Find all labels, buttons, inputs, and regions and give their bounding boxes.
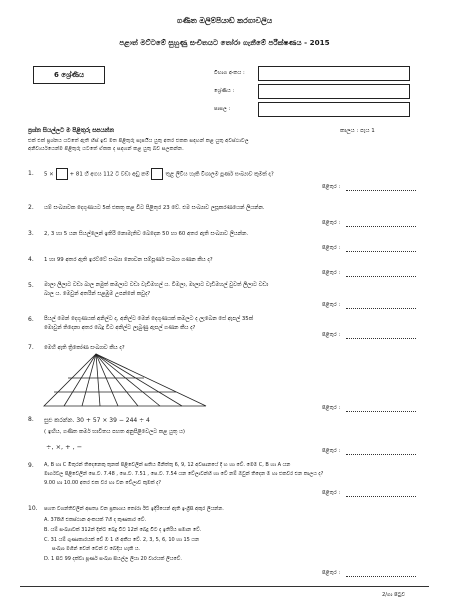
grade-box — [33, 66, 105, 84]
q1-post: තුළ ලිවිය හැකි විශාලම පූර්ණ සංඛ්‍යාව කුමක් ද? — [165, 171, 274, 178]
q2-text: යම් සංඛ්‍යාවක දෙගුණයට 5ක් එකතු කළ විට පිළිතුර 23 වේ. එම සංඛ්‍යාව ලඝූකරණයෙන් ලියන්න. — [44, 205, 265, 211]
q1-pre: 5 × — [44, 171, 54, 178]
exam-title: පළාත් මට්ටමේ සුහුණු සංචිතයට තෝරා ගැනීමේ පරීක්ෂණය - 2015 — [119, 38, 330, 47]
q3-number: 3. — [28, 230, 34, 237]
q10-number: 10. — [28, 505, 38, 512]
footer-rule — [20, 586, 429, 587]
grade-field[interactable] — [258, 84, 410, 99]
q10-answer-label: පිළිතුර : — [322, 570, 341, 576]
q4-answer-label: පිළිතුර : — [322, 270, 341, 276]
instructions-heading: ප්‍රශ්න සියල්ලට ම පිළිතුරු සපයන්න — [28, 128, 114, 134]
q3-answer-label: පිළිතුර : — [322, 245, 341, 251]
q6-text-2: මොවුන් තිදෙනා අතර බෙදූ විට අනිල්ට ලැබුණු ඇපල් ගණන කීය ද? — [44, 325, 196, 331]
q5-text-2: බාල ය. මෙවුන් අතරින් සළඹුම උපන්නේ කවුද? — [44, 291, 151, 297]
q1-number: 1. — [28, 170, 34, 177]
office-title: ගණිත ඔලිම්පියාඩ් කරගාවලිය — [176, 16, 273, 25]
q10-intro: පහත වගන්තිවලින් අසත්‍ය වන ප්‍රකාශය තෝරා ඊට ඉදිරියෙන් ඇති ඉංග්‍රීසි අකුර ලියන්න. — [44, 506, 224, 512]
school-field[interactable] — [258, 102, 410, 117]
q6-number: 6. — [28, 316, 34, 323]
q9-text-1: A, B හා C මිතුරන් තිදෙනෙකු තුනක් පිළිවෙලින් සතිය මිනිත්තු 6, 9, 12 අවසානයේ දී හ හා වේ. මෙම C, B හා A යන — [44, 462, 291, 468]
q1-box-a[interactable] — [56, 168, 68, 180]
q1-text — [44, 168, 274, 180]
q4-text: 1 හා 99 අතර ඇති ඉරට්ටේ සංඛ්‍යා නොවන සම්පූර්ණ සංඛ්‍යා ගණන කීය ද? — [44, 257, 213, 263]
q10-option-c: C. 31 යම් ගුණාකාරයක් වේ ඔ 1 හි අකීය වේ. 2, 3, 5, 6, 10 හා 15 යන — [44, 537, 200, 543]
instructions-line-2: අනිවාර්යයෙන්ම පිළිතුරු යටතේ ඒකක ද සඳහන් කළ යුතු බව සලකන්න. — [28, 146, 184, 152]
q2-answer-label: පිළිතුර : — [322, 220, 341, 226]
q10-option-c-cont: සංඛ්‍යා මගින් වෙන් වෙන් ව බෙදිය හැකි ය. — [52, 546, 141, 552]
q9-answer-line[interactable] — [346, 496, 416, 497]
q5-answer-label: පිළිතුර : — [322, 302, 341, 308]
q7-number: 7. — [28, 344, 34, 351]
q6-text-1: පියල් මෙන් දෙගුණයක් අනිල්ට ද, අනිල්ට මෙන් දෙගුණයක් කමලට ද ලැබෙන සේ ඇපල් 35ක් — [44, 316, 254, 322]
q7-text: මෙහි ඇති ත්‍රිකෝණ සංඛ්‍යාව කීය ද? — [44, 345, 125, 351]
q8-number: 8. — [28, 416, 34, 423]
q10-answer-line[interactable] — [346, 576, 416, 577]
q8-answer-line[interactable] — [346, 454, 416, 455]
q4-number: 4. — [28, 256, 34, 263]
q1-box-b[interactable] — [151, 168, 163, 180]
q2-number: 2. — [28, 204, 34, 211]
school-label: පාසල : — [214, 106, 231, 112]
q2-answer-line[interactable] — [346, 226, 416, 227]
q7-triangle-figure — [40, 352, 210, 410]
q7-answer-label: පිළිතුර : — [322, 405, 341, 411]
q1-answer-line[interactable] — [346, 190, 416, 191]
q9-number: 9. — [28, 462, 34, 469]
q5-text-1: මාලා ලීලාට වඩා බාල නමුත් කමලාට වඩා වැඩිමහල් ය. විමලා, මාලාට වැඩිමහල් වුවත් ලීලාට වඩා — [44, 282, 269, 288]
q10-option-b: B. යම් සංඛ්‍යාවක් 312න් දින්ට බෙදූ විට 12න් බෙදූ විට ද ඉතිරිය සමාන වේ. — [44, 527, 202, 533]
q1-mid: + 81 හි අගය 112 ට වඩා අඩු නම් — [69, 171, 150, 178]
q8-note: ( ඉඟිය, ගණිත කර්ම භාවිතය පහත අනුපිළිවෙලට කළ යුතු ය) — [44, 429, 185, 435]
q3-text: 2, 3 හා 5 යන සියල්ලෙන් ඉතිරි නොමැතිව බෙදෙන 50 හා 60 අතර ඇති සංඛ්‍යාව ලියන්න. — [44, 231, 249, 237]
q8-answer-label: පිළිතුර : — [322, 448, 341, 454]
index-field[interactable] — [258, 66, 410, 81]
grade-label: 6 ශ්‍රේණිය — [54, 71, 84, 79]
q6-answer-line[interactable] — [346, 338, 416, 339]
q4-answer-line[interactable] — [346, 276, 416, 277]
index-label: විභාග අංකය : — [214, 70, 245, 76]
q9-text-2: මාර්ගවල පිළිවෙලින් පෙ.ව. 7.48 , පෙ.ව. 7.51 , පෙ.ව. 7.54 යන වේලාවන්හි හා වේ නම් ඔවුන් තිදෙන ම හා එකවර එන කාලය ද? — [44, 471, 324, 477]
q8-operators: ÷, ×, + , − — [46, 443, 83, 451]
q5-number: 5. — [28, 282, 34, 289]
grade-field-label: ශ්‍රේණිය : — [214, 88, 235, 94]
instructions-line-1: එක් එක් ප්‍රශ්නය යටතේ ඇති හිස් ඉඩ මත පිළිතුරු සැපයිය යුතු අතර එකක සඳහන් කළ යුතු අවස්ථාවල — [28, 138, 249, 144]
q3-answer-line[interactable] — [346, 251, 416, 252]
page-footer: 2/ගා පිටුව — [382, 592, 406, 598]
q8-text: සුළු කරන්න. 30 + 57 × 39 − 244 ÷ 4 — [44, 417, 150, 424]
q7-answer-line[interactable] — [346, 411, 416, 412]
q10-option-d: D. 1 සිට 99 දක්වා පූර්ණ සංඛ්‍යා සියල්ල ලියා 20 වාරයක් ලියවේ. — [44, 556, 182, 562]
q9-text-3: 9.00 හා 10.00 අතර එක වර හා වන වේලාව කුමක් ද? — [44, 480, 162, 486]
q9-answer-label: පිළිතුර : — [322, 490, 341, 496]
q6-answer-label: පිළිතුර : — [322, 332, 341, 338]
q10-option-a: A. 378හි එකස්ථාන අංකයක් 7හි ද කුණකාර වේ. — [44, 517, 147, 523]
q1-answer-label: පිළිතුර : — [322, 184, 341, 190]
time-allowed: කාලය : පැය 1 — [340, 128, 375, 134]
q5-answer-line[interactable] — [346, 308, 416, 309]
